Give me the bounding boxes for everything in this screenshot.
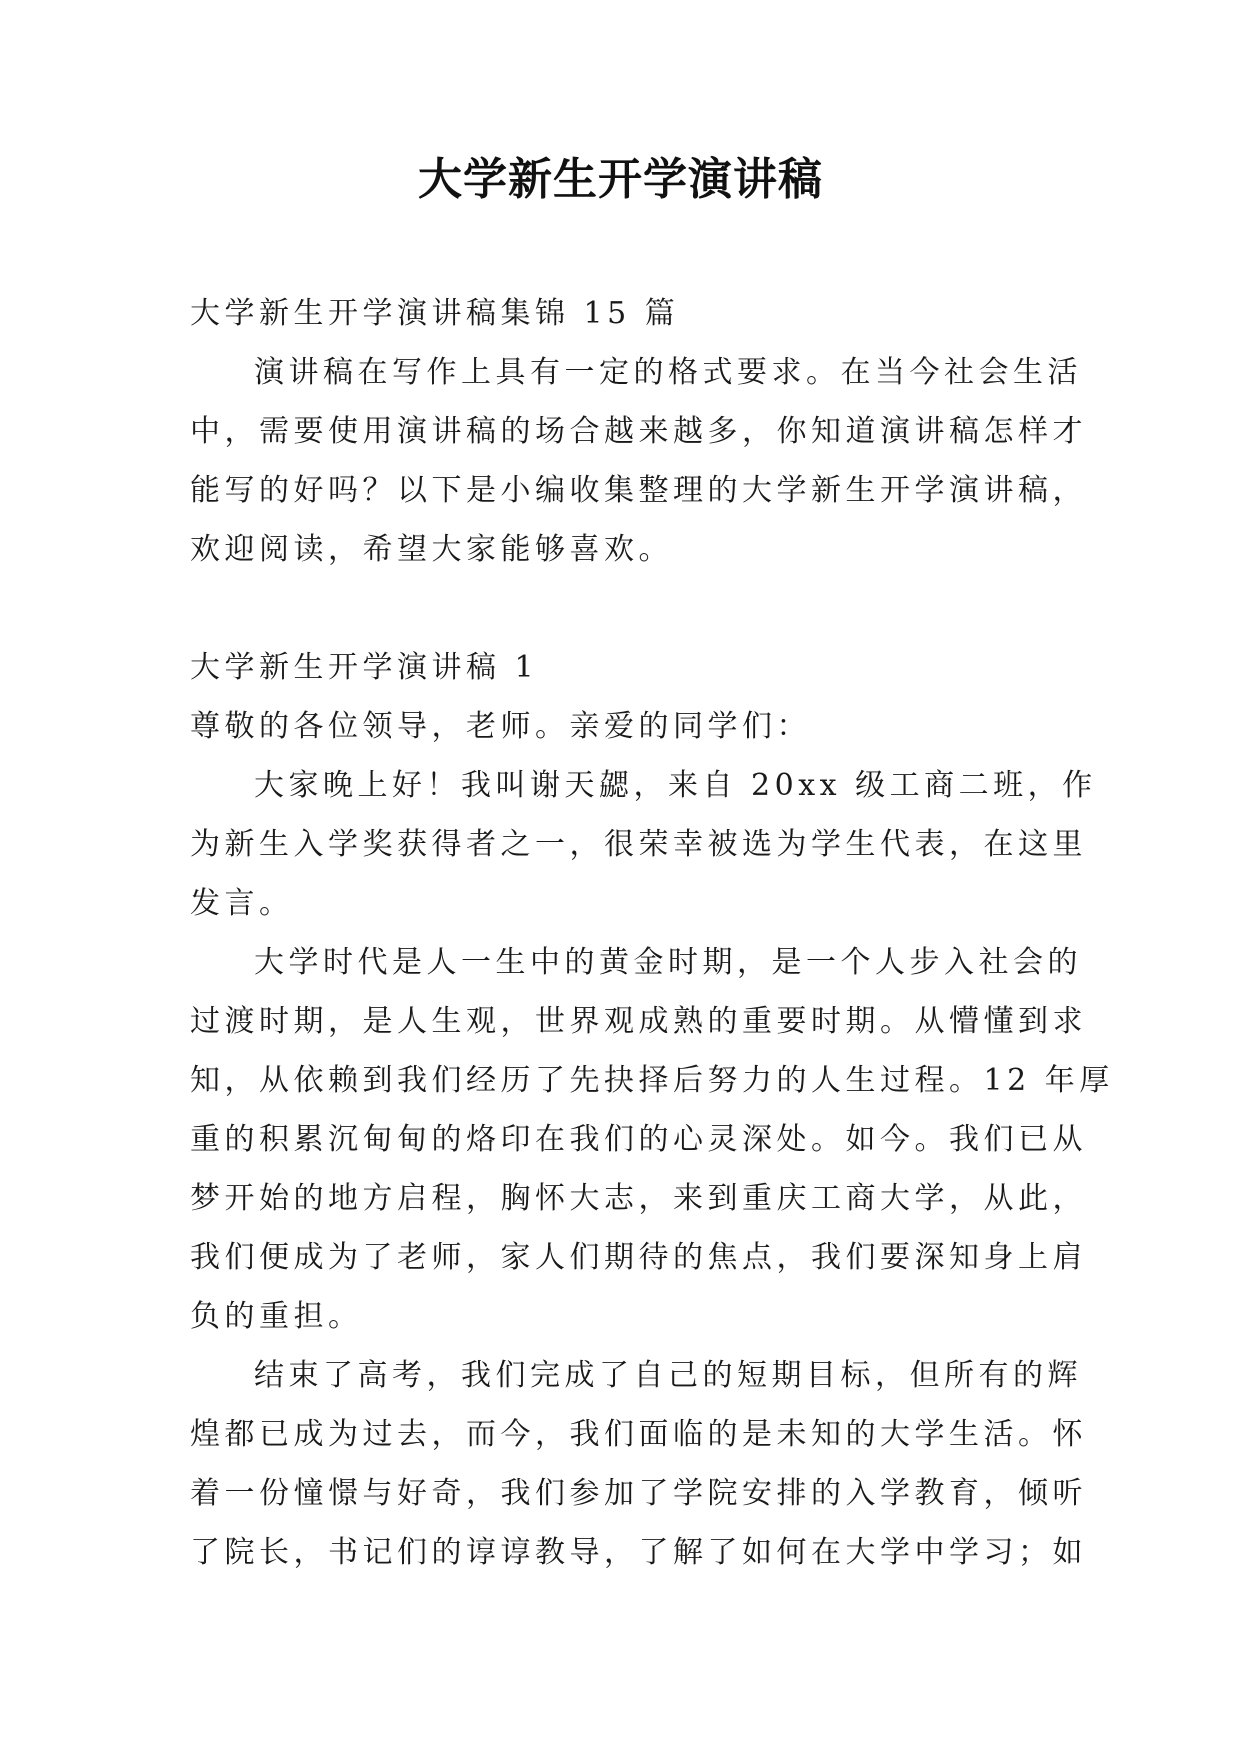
paragraph-line: 过渡时期，是人生观，世界观成熟的重要时期。从懵懂到求 <box>190 1004 1087 1039</box>
paragraph-line: 知，从依赖到我们经历了先抉择后努力的人生过程。12 年厚 <box>190 1063 1114 1098</box>
section-spacer <box>190 579 1052 638</box>
intro-line: 能写的好吗？以下是小编收集整理的大学新生开学演讲稿， <box>190 473 1087 508</box>
salutation: 尊敬的各位领导，老师。亲爱的同学们： <box>190 709 811 744</box>
paragraph-line: 煌都已成为过去，而今，我们面临的是未知的大学生活。怀 <box>190 1417 1087 1452</box>
document-title: 大学新生开学演讲稿 <box>418 154 823 205</box>
paragraph-line: 负的重担。 <box>190 1299 363 1334</box>
body-paragraph-3 <box>190 1346 1087 1582</box>
paragraph-line: 大家晚上好！我叫谢天勰，来自 20xx 级工商二班，作 <box>254 768 1097 803</box>
paragraph-line: 了院长，书记们的谆谆教导，了解了如何在大学中学习；如 <box>190 1535 1087 1570</box>
intro-line: 中，需要使用演讲稿的场合越来越多，你知道演讲稿怎样才 <box>190 414 1087 449</box>
paragraph-line: 我们便成为了老师，家人们期待的焦点，我们要深知身上肩 <box>190 1240 1087 1275</box>
document-body <box>190 284 1114 1582</box>
paragraph-line: 梦开始的地方启程，胸怀大志，来到重庆工商大学，从此， <box>190 1181 1087 1216</box>
paragraph-line: 为新生入学奖获得者之一，很荣幸被选为学生代表，在这里 <box>190 827 1087 862</box>
document-subtitle: 大学新生开学演讲稿集锦 15 篇 <box>190 296 680 331</box>
intro-paragraph <box>190 343 1087 579</box>
paragraph-line: 大学时代是人一生中的黄金时期，是一个人步入社会的 <box>254 945 1082 980</box>
intro-line: 演讲稿在写作上具有一定的格式要求。在当今社会生活 <box>254 355 1082 390</box>
paragraph-line: 着一份憧憬与好奇，我们参加了学院安排的入学教育，倾听 <box>190 1476 1087 1511</box>
paragraph-line: 重的积累沉甸甸的烙印在我们的心灵深处。如今。我们已从 <box>190 1122 1087 1157</box>
intro-line: 欢迎阅读，希望大家能够喜欢。 <box>190 532 673 567</box>
paragraph-line: 结束了高考，我们完成了自己的短期目标，但所有的辉 <box>254 1358 1082 1393</box>
body-paragraph-1 <box>190 756 1097 933</box>
section-heading: 大学新生开学演讲稿 1 <box>190 650 539 685</box>
body-paragraph-2 <box>190 933 1114 1346</box>
paragraph-line: 发言。 <box>190 886 294 921</box>
